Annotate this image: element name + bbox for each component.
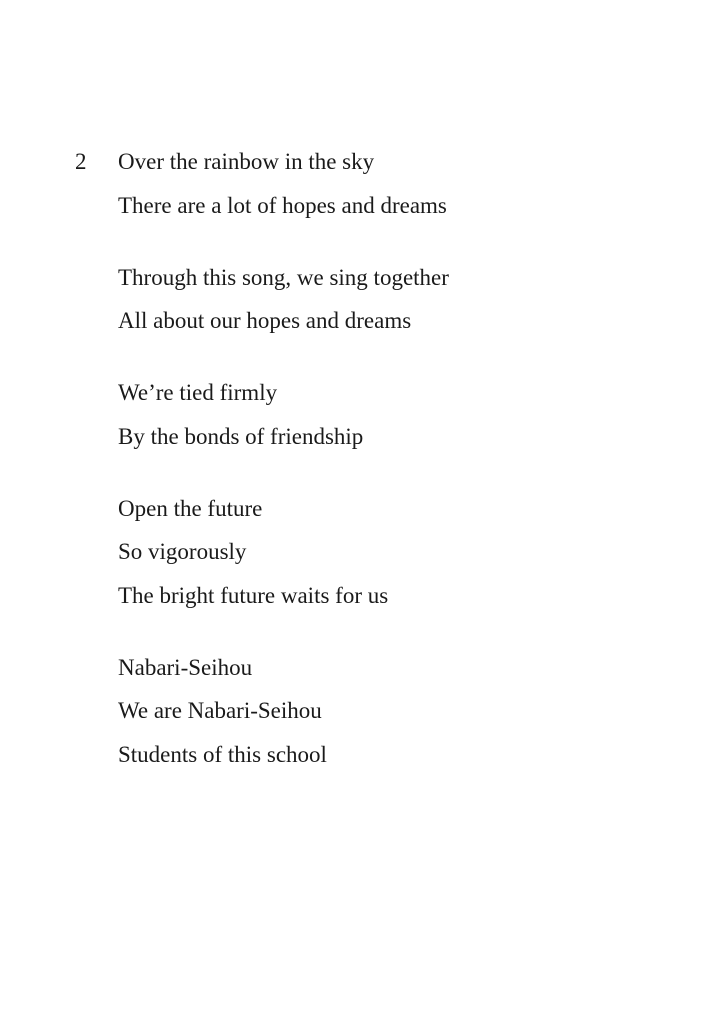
lyrics-body xyxy=(118,148,698,813)
lyric-line: By the bonds of friendship xyxy=(118,423,364,449)
lyric-line: All about our hopes and dreams xyxy=(118,308,412,333)
stanza xyxy=(118,264,698,336)
lyric-line: Nabari-Seihou xyxy=(118,654,253,680)
lyric-line: Students of this school xyxy=(118,741,327,767)
stanza xyxy=(118,654,698,769)
lyric-line: The bright future waits for us xyxy=(118,582,389,608)
stanza xyxy=(118,148,698,220)
lyric-line: There are a lot of hopes and dreams xyxy=(118,192,447,218)
stanza xyxy=(118,379,698,451)
lyric-line: We are Nabari-Seihou xyxy=(118,698,322,723)
lyric-line: So vigorously xyxy=(118,539,247,564)
lyric-line: We’re tied firmly xyxy=(118,380,278,405)
verse-number: 2 xyxy=(75,149,87,174)
lyric-line: Over the rainbow in the sky xyxy=(118,149,375,174)
lyric-line: Open the future xyxy=(118,495,263,521)
lyric-line: Through this song, we sing together xyxy=(118,264,449,290)
stanza xyxy=(118,495,698,610)
